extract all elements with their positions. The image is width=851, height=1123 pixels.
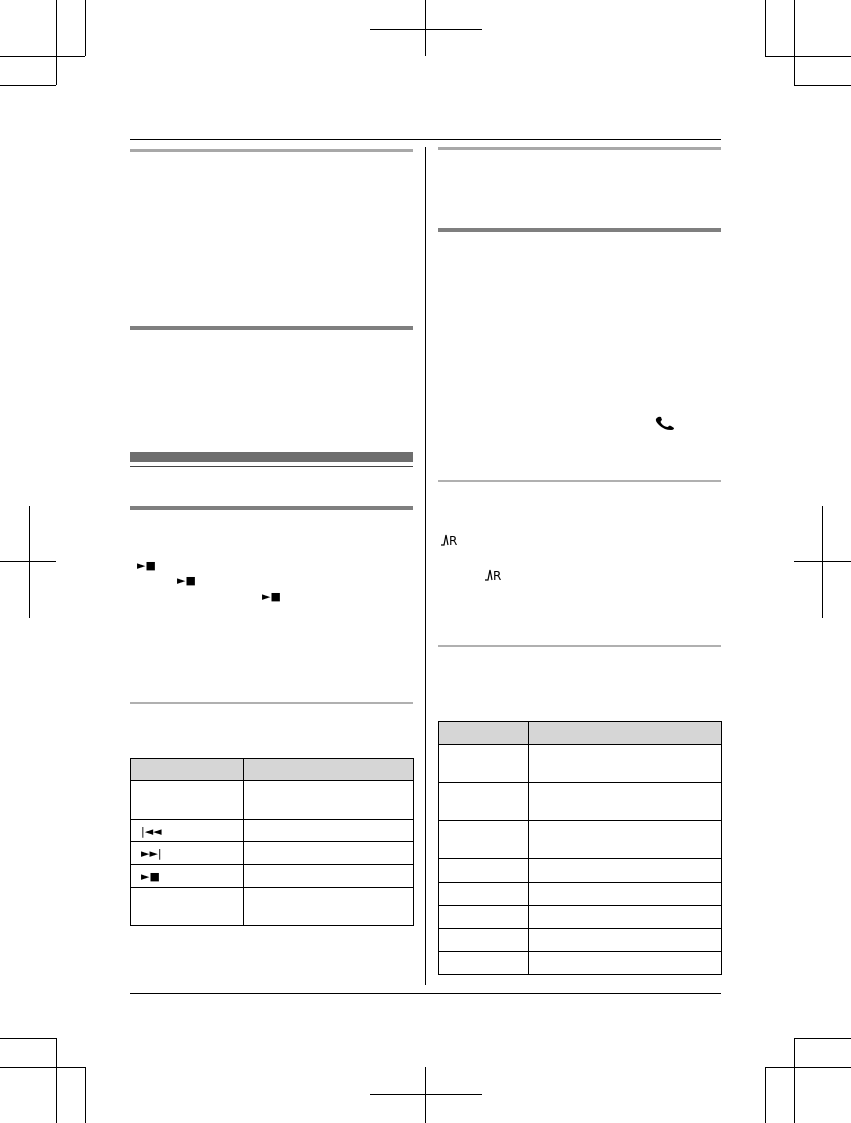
- table-row: [439, 821, 722, 859]
- section-rule: [130, 149, 413, 152]
- play-stop-icon: ►■: [141, 870, 160, 883]
- section-rule: [438, 480, 721, 482]
- header-rule: [130, 139, 721, 140]
- handset-icon: [654, 416, 676, 430]
- svg-text:R: R: [493, 569, 502, 583]
- play-stop-icon: ►■: [262, 590, 281, 603]
- column-divider: [425, 147, 426, 985]
- table-cell: [244, 888, 414, 926]
- table-cell: [439, 745, 529, 783]
- noise-reduction-icon: [484, 567, 506, 583]
- crop-mark: [56, 0, 57, 85]
- table-row: [439, 952, 722, 975]
- crosshair-mark: [794, 561, 851, 562]
- crosshair-mark: [425, 0, 426, 56]
- crop-mark: [0, 1038, 56, 1039]
- table-row: [131, 842, 414, 865]
- table-row: [439, 883, 722, 906]
- section-rule: [438, 228, 721, 232]
- table-cell: [244, 842, 414, 865]
- table-cell: [244, 781, 414, 820]
- table-cell: [131, 865, 244, 888]
- table-row: [131, 820, 414, 842]
- table-header-cell: [529, 722, 722, 745]
- crop-mark: [0, 85, 56, 86]
- table-row: [439, 745, 722, 783]
- table-cell: [439, 906, 529, 929]
- table-header-cell: [131, 759, 244, 781]
- table-header-row: [131, 759, 414, 781]
- table-cell: [439, 952, 529, 975]
- table-cell: [439, 821, 529, 859]
- table-cell: [131, 842, 244, 865]
- table-cell: [529, 929, 722, 952]
- crop-mark: [0, 56, 85, 57]
- table-row: [439, 906, 722, 929]
- chapter-underline: [130, 466, 413, 467]
- table-row: [131, 865, 414, 888]
- play-stop-icon: ►■: [177, 574, 196, 587]
- crop-mark: [794, 85, 851, 86]
- crop-mark: [765, 0, 766, 56]
- table-cell: [439, 929, 529, 952]
- table-cell: [439, 783, 529, 821]
- section-rule: [438, 645, 721, 647]
- table-cell: [529, 883, 722, 906]
- subsection-rule: [130, 702, 413, 704]
- table-row: [439, 783, 722, 821]
- svg-text:R: R: [449, 534, 458, 548]
- playback-operations-table: [130, 758, 414, 926]
- crop-mark: [765, 56, 851, 57]
- table-header-cell: [244, 759, 414, 781]
- crosshair-mark: [822, 506, 823, 618]
- skip-forward-icon: ►►|: [141, 847, 162, 860]
- table-cell: [529, 906, 722, 929]
- table-row: [131, 781, 414, 820]
- table-cell: [439, 859, 529, 883]
- table-cell: [131, 888, 244, 926]
- section-rule: [438, 147, 721, 150]
- play-stop-icon: ►■: [137, 559, 156, 572]
- table-cell: [131, 781, 244, 820]
- table-row: [439, 929, 722, 952]
- table-header-row: [439, 722, 722, 745]
- crosshair-mark: [29, 506, 30, 618]
- crop-mark: [56, 1038, 57, 1123]
- crop-mark: [0, 1067, 85, 1068]
- table-cell: [439, 883, 529, 906]
- section-rule: [130, 506, 413, 510]
- table-row: [439, 859, 722, 883]
- table-row: [131, 888, 414, 926]
- crop-mark: [765, 1067, 766, 1123]
- section-rule: [130, 326, 413, 330]
- table-cell: [529, 745, 722, 783]
- footer-rule: [130, 993, 721, 994]
- crosshair-mark: [0, 561, 56, 562]
- crop-mark: [794, 1038, 851, 1039]
- crop-mark: [794, 1038, 795, 1123]
- table-header-cell: [439, 722, 529, 745]
- table-cell: [529, 821, 722, 859]
- crosshair-mark: [370, 1094, 482, 1095]
- settings-table: [438, 721, 722, 975]
- crop-mark: [85, 1067, 86, 1123]
- crop-mark: [794, 0, 795, 85]
- noise-reduction-icon: [440, 532, 462, 548]
- table-cell: [244, 865, 414, 888]
- table-cell: [529, 952, 722, 975]
- table-cell: [529, 859, 722, 883]
- table-cell: [529, 783, 722, 821]
- chapter-band: [130, 452, 413, 462]
- crop-mark: [765, 1067, 851, 1068]
- crosshair-mark: [370, 29, 482, 30]
- table-cell: [244, 820, 414, 842]
- skip-back-icon: |◄◄: [141, 824, 162, 838]
- crosshair-mark: [425, 1067, 426, 1123]
- crop-mark: [85, 0, 86, 56]
- table-cell: [131, 820, 244, 842]
